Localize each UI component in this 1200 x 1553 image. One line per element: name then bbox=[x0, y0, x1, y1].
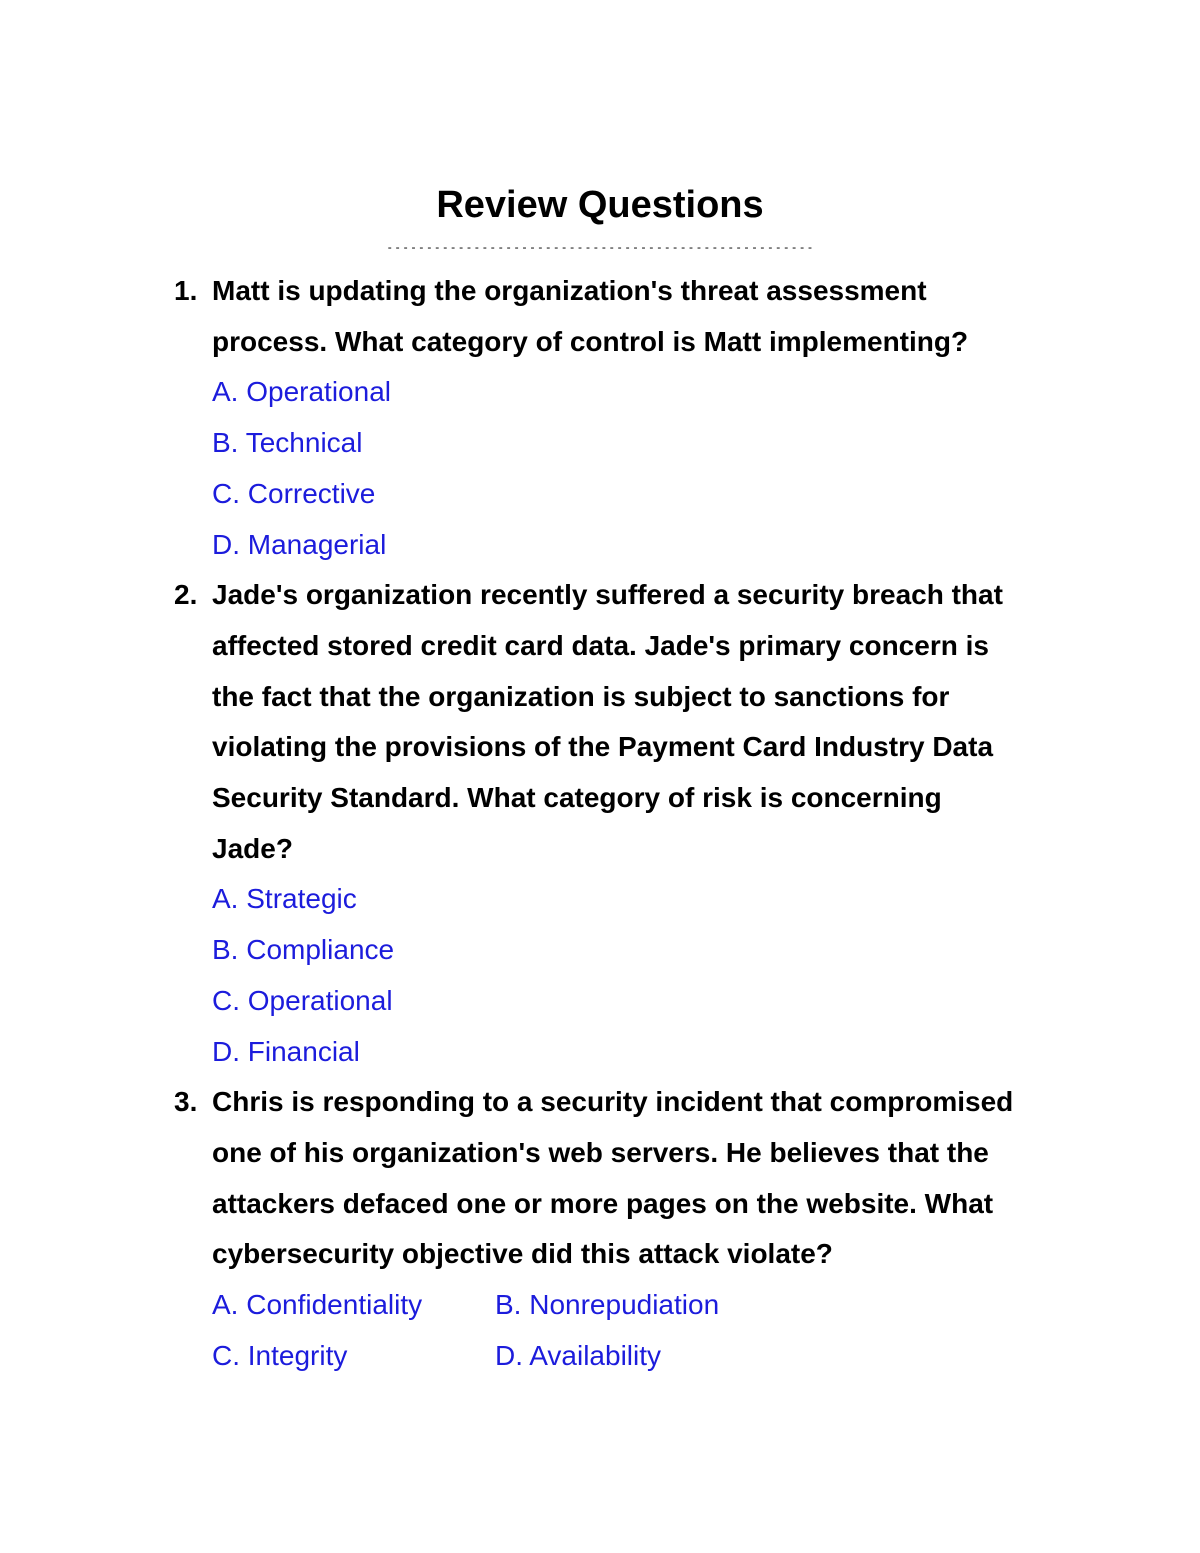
question-line: Jade? bbox=[212, 832, 293, 864]
question-2 bbox=[170, 570, 1070, 1077]
question-line: process. What category of control is Matt implementing? bbox=[212, 325, 969, 357]
question-number: 3. bbox=[174, 1086, 198, 1118]
question-line: Jade's organization recently suffered a security breach that bbox=[212, 579, 1003, 611]
answer-option-d: D. Financial bbox=[212, 1035, 360, 1067]
question-3-text bbox=[170, 1077, 1070, 1280]
question-line: affected stored credit card data. Jade's primary concern is bbox=[212, 629, 989, 661]
question-number: 1. bbox=[174, 275, 198, 306]
answer-option-a: A. Confidentiality bbox=[212, 1289, 423, 1321]
answer-option-d: D. Availability bbox=[495, 1339, 662, 1371]
answer-option-b: B. Compliance bbox=[212, 934, 395, 966]
question-line: attackers defaced one or more pages on the website. What bbox=[212, 1187, 994, 1219]
answer-option-c: C. Operational bbox=[212, 984, 393, 1016]
question-2-text bbox=[170, 570, 1070, 874]
question-line: Matt is updating the organization's threat assessment bbox=[212, 275, 927, 306]
question-3 bbox=[170, 1077, 1070, 1381]
answer-option-d: D. Managerial bbox=[212, 528, 387, 560]
answer-option-b: B. Technical bbox=[212, 427, 363, 459]
answer-option-b: B. Nonrepudiation bbox=[495, 1289, 720, 1321]
question-line: the fact that the organization is subject to sanctions for bbox=[212, 680, 950, 712]
page-title: Review Questions bbox=[436, 184, 764, 226]
question-number: 2. bbox=[174, 579, 198, 611]
answer-option-c: C. Integrity bbox=[212, 1339, 348, 1371]
answer-options-grid bbox=[170, 1280, 1070, 1381]
answer-option-c: C. Corrective bbox=[212, 477, 376, 509]
question-line: cybersecurity objective did this attack violate? bbox=[212, 1238, 833, 1270]
question-1 bbox=[170, 266, 1070, 570]
question-1-text bbox=[170, 266, 1070, 367]
answer-option-a: A. Operational bbox=[212, 376, 391, 408]
question-line: one of his organization's web servers. He believes that the bbox=[212, 1136, 989, 1168]
question-line: Security Standard. What category of risk is concerning bbox=[212, 782, 942, 814]
question-line: Chris is responding to a security incident that compromised bbox=[212, 1086, 1014, 1118]
answer-option-a: A. Strategic bbox=[212, 883, 357, 915]
question-line: violating the provisions of the Payment Card Industry Data bbox=[212, 731, 994, 763]
question-list bbox=[170, 266, 1070, 1381]
title-divider: - - - - - - - - - - - - - - - - - - - - - - - - - - - - - - - - - - - - - - - - - - - - - - - - - - - - - - bbox=[387, 240, 813, 254]
